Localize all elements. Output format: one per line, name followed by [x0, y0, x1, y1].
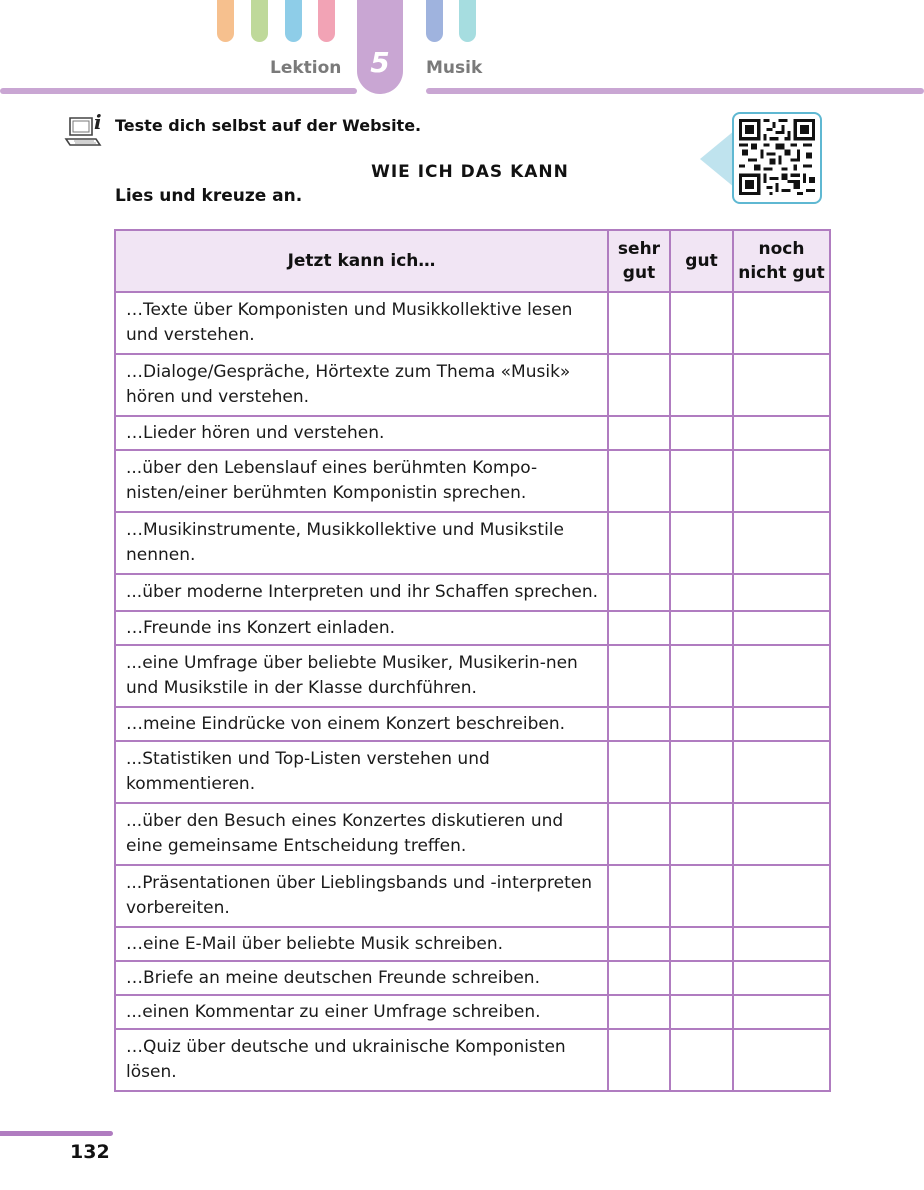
header-noch-line2: nicht gut — [738, 263, 825, 283]
check-cell-gut[interactable] — [670, 574, 733, 611]
check-cell-gut[interactable] — [670, 803, 733, 865]
qr-code-link[interactable] — [700, 112, 824, 204]
table-row — [115, 1029, 830, 1091]
lesson-number-tab — [357, 0, 403, 94]
check-cell-sehr-gut[interactable] — [608, 292, 670, 354]
check-cell-sehr-gut[interactable] — [608, 512, 670, 574]
header-noch-line1: noch — [758, 239, 805, 259]
qr-code-icon[interactable] — [732, 112, 822, 204]
table-row — [115, 512, 830, 574]
table-row — [115, 292, 830, 354]
check-cell-noch-nicht-gut[interactable] — [733, 292, 830, 354]
check-cell-sehr-gut[interactable] — [608, 416, 670, 450]
check-cell-sehr-gut[interactable] — [608, 450, 670, 512]
table-row — [115, 450, 830, 512]
color-tab-blue — [285, 0, 302, 42]
check-cell-gut[interactable] — [670, 995, 733, 1029]
check-cell-gut[interactable] — [670, 741, 733, 803]
check-cell-sehr-gut[interactable] — [608, 961, 670, 995]
check-cell-noch-nicht-gut[interactable] — [733, 741, 830, 803]
check-cell-noch-nicht-gut[interactable] — [733, 927, 830, 961]
footer-rule — [0, 1131, 113, 1136]
section-title: WIE ICH DAS KANN — [371, 162, 569, 182]
row-statement: ...Präsentationen über Lieblingsbands und -interpreten vorbereiten. — [115, 865, 608, 927]
header-statement: Jetzt kann ich… — [115, 230, 608, 292]
topic-label: Musik — [426, 58, 483, 78]
check-cell-noch-nicht-gut[interactable] — [733, 611, 830, 645]
check-cell-gut[interactable] — [670, 645, 733, 707]
check-cell-noch-nicht-gut[interactable] — [733, 450, 830, 512]
check-cell-noch-nicht-gut[interactable] — [733, 645, 830, 707]
row-statement: …Briefe an meine deutschen Freunde schreiben. — [115, 961, 608, 995]
row-statement: ...eine Umfrage über beliebte Musiker, Musikerin-nen und Musikstile in der Klasse durchführen. — [115, 645, 608, 707]
check-cell-sehr-gut[interactable] — [608, 927, 670, 961]
check-cell-sehr-gut[interactable] — [608, 1029, 670, 1091]
row-statement: ...über moderne Interpreten und ihr Schaffen sprechen. — [115, 574, 608, 611]
check-cell-noch-nicht-gut[interactable] — [733, 1029, 830, 1091]
check-cell-sehr-gut[interactable] — [608, 741, 670, 803]
header-sehr-gut-line2: gut — [622, 263, 656, 283]
table-row — [115, 961, 830, 995]
table-row — [115, 865, 830, 927]
check-cell-gut[interactable] — [670, 450, 733, 512]
row-statement: …Texte über Komponisten und Musikkollektive lesen und verstehen. — [115, 292, 608, 354]
header-gut: gut — [670, 230, 733, 292]
color-tab-green — [251, 0, 268, 42]
check-cell-noch-nicht-gut[interactable] — [733, 803, 830, 865]
check-cell-gut[interactable] — [670, 292, 733, 354]
header-sehr-gut-line1: sehr — [617, 239, 661, 259]
row-statement: …Quiz über deutsche und ukrainische Komponisten lösen. — [115, 1029, 608, 1091]
website-instruction: Teste dich selbst auf der Website. — [115, 116, 422, 135]
check-cell-noch-nicht-gut[interactable] — [733, 961, 830, 995]
table-row — [115, 741, 830, 803]
check-cell-noch-nicht-gut[interactable] — [733, 995, 830, 1029]
check-cell-sehr-gut[interactable] — [608, 354, 670, 416]
row-statement: ...einen Kommentar zu einer Umfrage schreiben. — [115, 995, 608, 1029]
check-cell-gut[interactable] — [670, 611, 733, 645]
row-statement: ...über den Lebenslauf eines berühmten Kompo-nisten/einer berühmten Komponistin sprechen. — [115, 450, 608, 512]
color-tab-pink — [318, 0, 335, 42]
page-number: 132 — [70, 1141, 110, 1163]
check-cell-noch-nicht-gut[interactable] — [733, 574, 830, 611]
check-cell-gut[interactable] — [670, 927, 733, 961]
table-row — [115, 611, 830, 645]
table-row — [115, 574, 830, 611]
check-cell-sehr-gut[interactable] — [608, 707, 670, 741]
check-cell-sehr-gut[interactable] — [608, 865, 670, 927]
color-tab-teal — [459, 0, 476, 42]
row-statement: ...Statistiken und Top-Listen verstehen und kommentieren. — [115, 741, 608, 803]
svg-text:i: i — [94, 110, 102, 134]
check-cell-noch-nicht-gut[interactable] — [733, 512, 830, 574]
check-cell-noch-nicht-gut[interactable] — [733, 354, 830, 416]
row-statement: …eine E-Mail über beliebte Musik schreiben. — [115, 927, 608, 961]
check-cell-gut[interactable] — [670, 416, 733, 450]
row-statement: …Musikinstrumente, Musikkollektive und Musikstile nennen. — [115, 512, 608, 574]
row-statement: …Freunde ins Konzert einladen. — [115, 611, 608, 645]
check-cell-noch-nicht-gut[interactable] — [733, 707, 830, 741]
table-row — [115, 416, 830, 450]
color-tab-orange — [217, 0, 234, 42]
self-assessment-table — [114, 229, 831, 1092]
check-cell-noch-nicht-gut[interactable] — [733, 865, 830, 927]
check-cell-gut[interactable] — [670, 961, 733, 995]
check-cell-sehr-gut[interactable] — [608, 803, 670, 865]
row-statement: …Dialoge/Gespräche, Hörtexte zum Thema «Musik» hören und verstehen. — [115, 354, 608, 416]
row-statement: ...über den Besuch eines Konzertes diskutieren und eine gemeinsame Entscheidung treffen. — [115, 803, 608, 865]
row-statement: …Lieder hören und verstehen. — [115, 416, 608, 450]
check-cell-noch-nicht-gut[interactable] — [733, 416, 830, 450]
table-row — [115, 995, 830, 1029]
table-header-row — [115, 230, 830, 292]
check-cell-gut[interactable] — [670, 1029, 733, 1091]
check-cell-gut[interactable] — [670, 354, 733, 416]
task-instruction: Lies und kreuze an. — [115, 186, 303, 206]
check-cell-gut[interactable] — [670, 512, 733, 574]
check-cell-sehr-gut[interactable] — [608, 645, 670, 707]
table-row — [115, 354, 830, 416]
header-sehr-gut — [608, 230, 670, 292]
table-row — [115, 927, 830, 961]
check-cell-sehr-gut[interactable] — [608, 995, 670, 1029]
header-rule-right — [426, 88, 924, 94]
header-noch-nicht-gut — [733, 230, 830, 292]
color-tab-periwinkle — [426, 0, 443, 42]
table-row — [115, 707, 830, 741]
lesson-number: 5 — [370, 46, 390, 79]
table-row — [115, 803, 830, 865]
row-statement: …meine Eindrücke von einem Konzert beschreiben. — [115, 707, 608, 741]
laptop-info-icon — [64, 110, 106, 150]
check-cell-gut[interactable] — [670, 865, 733, 927]
lesson-label: Lektion — [270, 58, 342, 78]
check-cell-sehr-gut[interactable] — [608, 574, 670, 611]
check-cell-gut[interactable] — [670, 707, 733, 741]
header-rule-left — [0, 88, 357, 94]
check-cell-sehr-gut[interactable] — [608, 611, 670, 645]
table-row — [115, 645, 830, 707]
